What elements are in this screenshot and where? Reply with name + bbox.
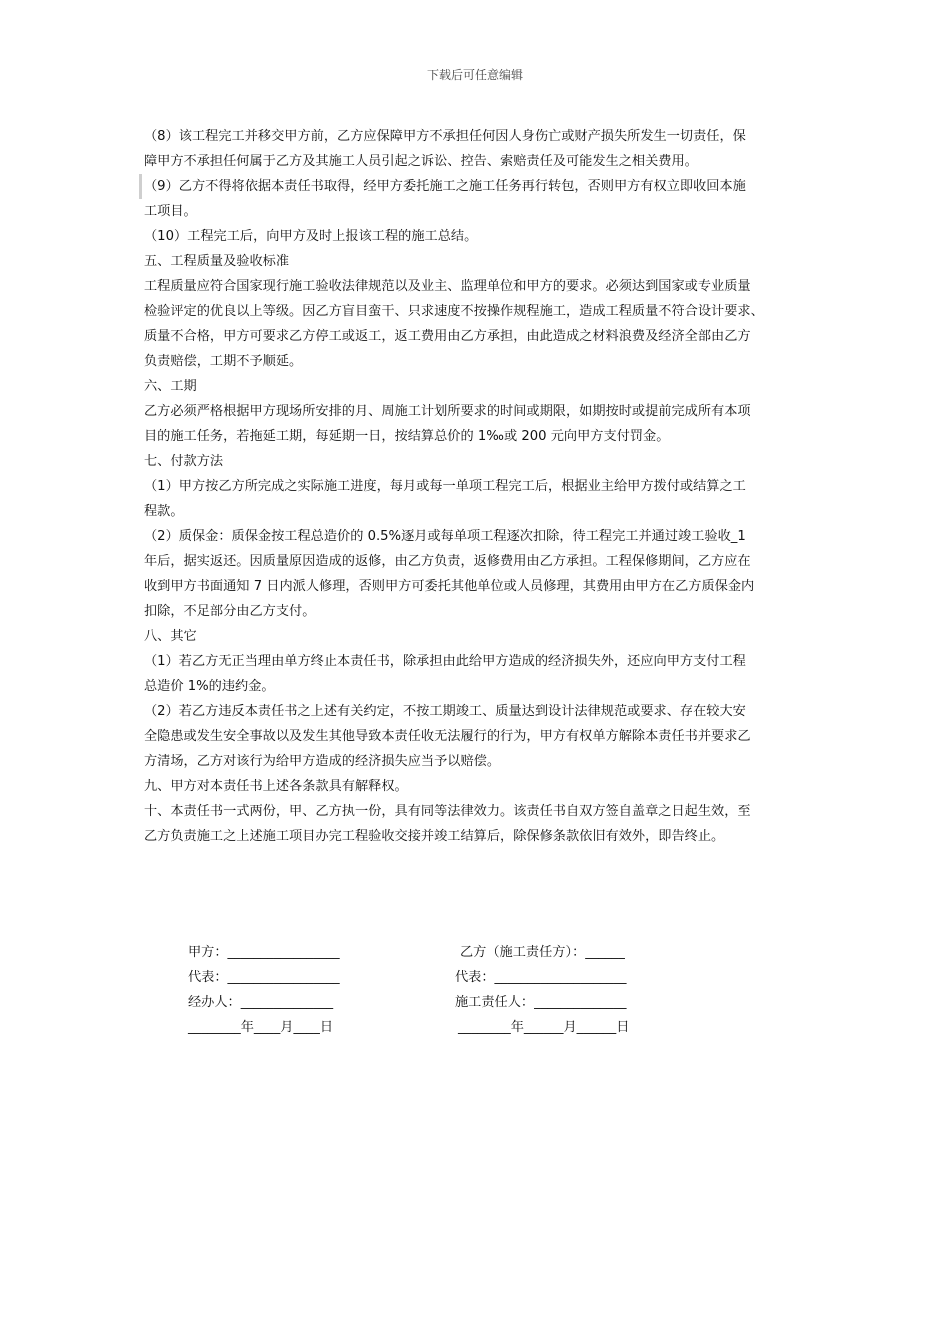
text-line: （2）若乙方违反本责任书之上述有关约定，不按工期竣工、质量达到设计法律规范或要求、存在较大安 <box>144 704 746 719</box>
party-b-representative-line: 代表：____________________ <box>455 970 627 985</box>
text-line: 程款。 <box>144 504 184 519</box>
text-line: 方清场，乙方对该行为给甲方造成的经济损失应当予以赔偿。 <box>144 754 501 769</box>
text-line: 目的施工任务，若拖延工期，每延期一日，按结算总价的 1‰或 200 元向甲方支付罚金。 <box>144 429 670 444</box>
section-heading: 九、甲方对本责任书上述各条款具有解释权。 <box>144 779 408 794</box>
party-b-handler-line: 施工责任人：______________ <box>455 995 627 1010</box>
text-line: （1）甲方按乙方所完成之实际施工进度，每月或每一单项工程完工后，根据业主给甲方拨付或结算之工 <box>144 479 746 494</box>
party-a-representative-line: 代表：_________________ <box>188 970 340 985</box>
text-line: （9）乙方不得将依据本责任书取得，经甲方委托施工之施工任务再行转包，否则甲方有权立即收回本施 <box>139 174 810 199</box>
text-line: （10）工程完工后，向甲方及时上报该工程的施工总结。 <box>144 229 478 244</box>
party-a-line: 甲方：_________________ <box>188 945 340 960</box>
page-header: 下载后可任意编辑 <box>426 68 523 82</box>
text-line: （8）该工程完工并移交甲方前，乙方应保障甲方不承担任何因人身伤亡或财产损失所发生一切责任，保 <box>144 129 746 144</box>
party-b-date-line: ________年______月______日 <box>458 1020 630 1035</box>
text-line: 总造价 1%的违约金。 <box>144 679 275 694</box>
section-heading: 七、付款方法 <box>144 454 224 469</box>
text-line: 工项目。 <box>144 204 197 219</box>
text-line: 收到甲方书面通知 7 日内派人修理，否则甲方可委托其他单位或人员修理，其费用由甲方在乙方质保金内 <box>144 579 755 594</box>
text-line: 年后，据实返还。因质量原因造成的返修，由乙方负责，返修费用由乙方承担。工程保修期间，乙方应在 <box>144 554 751 569</box>
party-a-date-line: ________年____月____日 <box>188 1020 334 1035</box>
section-heading: 八、其它 <box>144 629 197 644</box>
text-line: 工程质量应符合国家现行施工验收法律规范以及业主、监理单位和甲方的要求。必须达到国家或专业质量 <box>144 279 751 294</box>
text-line: 检验评定的优良以上等级。因乙方盲目蛮干、只求速度不按操作规程施工，造成工程质量不符合设计要求、 <box>144 304 764 319</box>
text-line: （1）若乙方无正当理由单方终止本责任书，除承担由此给甲方造成的经济损失外，还应向甲方支付工程 <box>144 654 746 669</box>
text-line: 乙方必须严格根据甲方现场所安排的月、周施工计划所要求的时间或期限，如期按时或提前完成所有本项 <box>144 404 751 419</box>
text-line: 扣除，不足部分由乙方支付。 <box>144 604 316 619</box>
text-line: （2）质保金：质保金按工程总造价的 0.5%逐月或每单项工程逐次扣除，待工程完工并通过竣工验收_1 <box>144 529 746 544</box>
text-line: 全隐患或发生安全事故以及发生其他导致本责任收无法履行的行为，甲方有权单方解除本责任书并要求乙 <box>144 729 751 744</box>
section-heading: 六、工期 <box>144 379 197 394</box>
section-heading: 五、工程质量及验收标准 <box>144 254 290 269</box>
section-heading: 十、本责任书一式两份，甲、乙方执一份，具有同等法律效力。该责任书自双方签自盖章之日起生效，至 <box>144 804 751 819</box>
text-line: 负责赔偿，工期不予顺延。 <box>144 354 303 369</box>
party-b-line: 乙方（施工责任方）：______ <box>460 945 625 960</box>
text-line: 乙方负责施工之上述施工项目办完工程验收交接并竣工结算后，除保修条款依旧有效外，即告终止。 <box>144 829 725 844</box>
text-line: 质量不合格，甲方可要求乙方停工或返工，返工费用由乙方承担，由此造成之材料浪费及经济全部由乙方 <box>144 329 751 344</box>
contract-body <box>144 124 810 849</box>
party-a-handler-line: 经办人：______________ <box>188 995 334 1010</box>
text-line: 障甲方不承担任何属于乙方及其施工人员引起之诉讼、控告、索赔责任及可能发生之相关费用。 <box>144 154 698 169</box>
